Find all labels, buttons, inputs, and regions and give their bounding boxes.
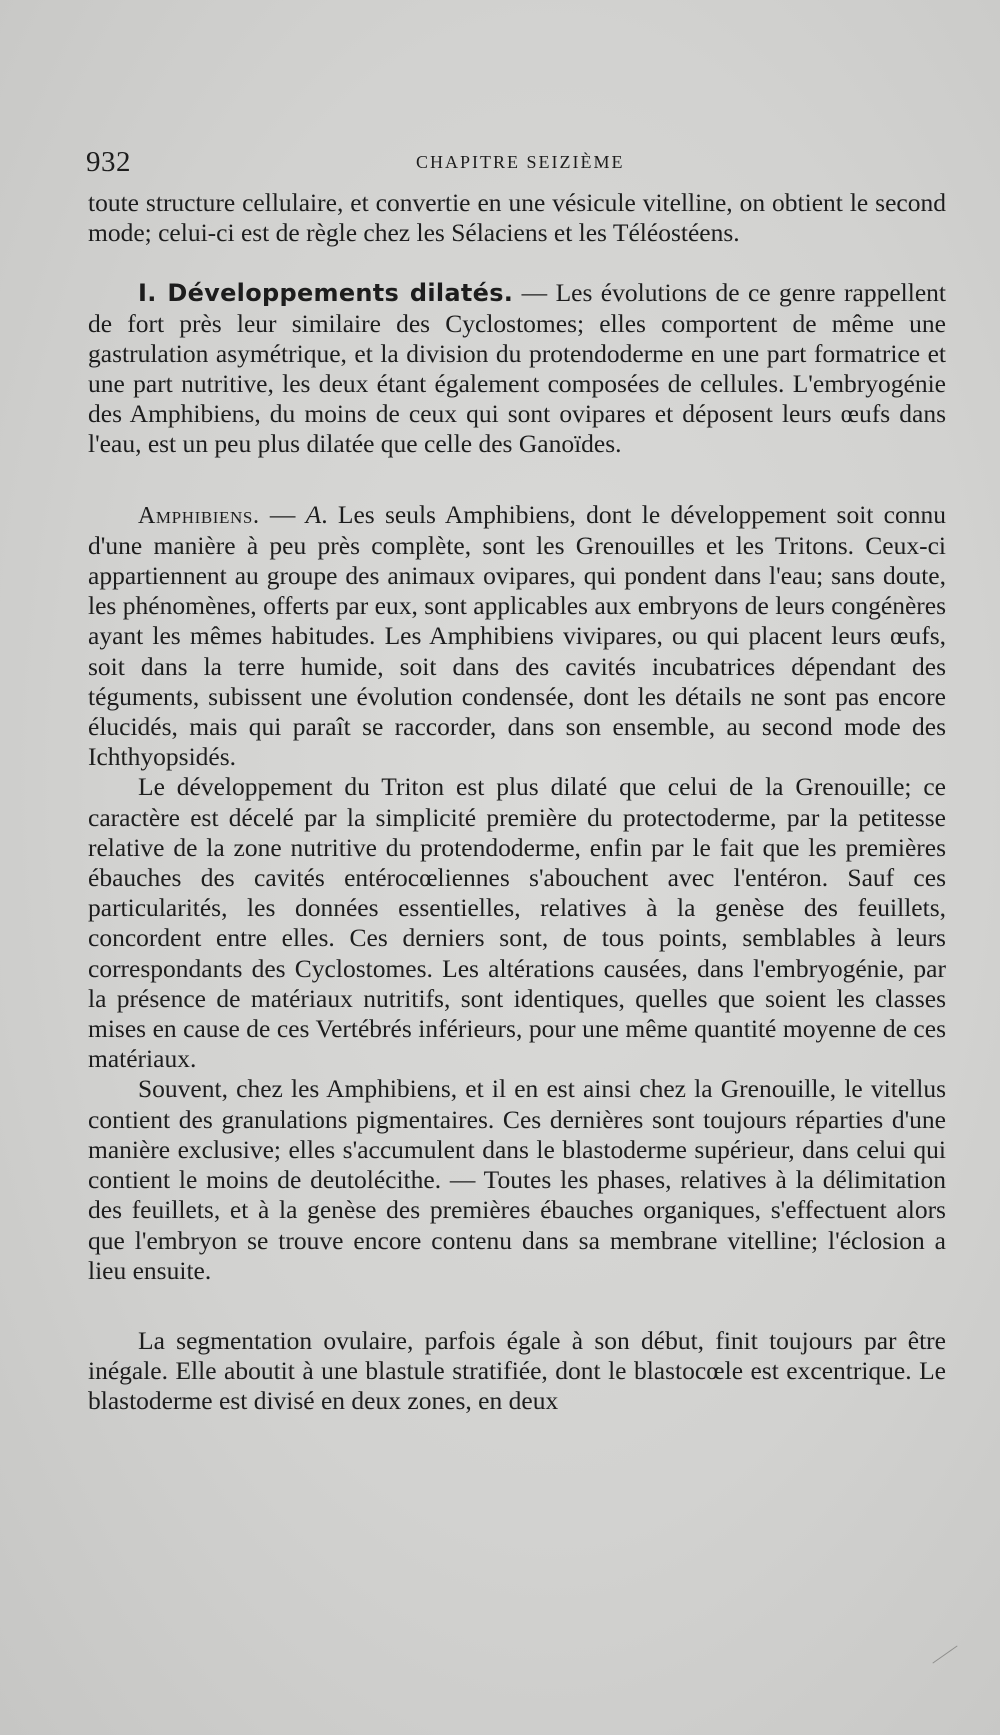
paper-scratch-mark [932,1645,957,1663]
page-header [86,146,926,180]
paragraph-3 [88,500,946,773]
paragraph-2-body: — Les évolutions de ce genre rappellent de fort près leur similaire des Cyclostomes; elles comportent de même une gastrulation asymétrique, et la division du protendoderme en une part formatrice et une part nutritive, les deux étant également composées de cellules. L'embryogénie des Amphibiens, du moins de ceux qui sont ovipares et déposent leurs œufs dans l'eau, est un peu plus dilatée que celle des Ganoïdes. [88,278,946,459]
paragraph-1: toute structure cellulaire, et convertie en une vésicule vitelline, on obtient le second mode; celui-ci est de règle chez les Sélaciens et les Téléostéens. [88,188,946,248]
running-head: CHAPITRE SEIZIÈME [416,152,625,172]
paragraph-5: Souvent, chez les Amphibiens, et il en est ainsi chez la Grenouille, le vitellus contient des granulations pigmentaires. Ces dernières sont toujours réparties d'une manière exclusive; elles s'accumulent dans le blastoderme supérieur, dans celui qui contient le moins de deutolécithe. — Toutes les phases, relatives à la délimitation des feuillets, et à la genèse des premières ébauches organiques, s'effectuent alors que l'embryon se trouve encore contenu dans sa membrane vitelline; l'éclosion a lieu ensuite. [88,1074,946,1285]
page-number: 932 [86,146,131,178]
paragraph-6: La segmentation ovulaire, parfois égale à son début, finit toujours par être inégale. Elle aboutit à une blastule stratifiée, dont le blastocœle est excentrique. Le blastoderme est divisé en deux zones, en deux [88,1325,946,1416]
paragraph-2 [88,278,946,459]
paragraph-3-letter: A [305,499,322,529]
body-text [88,188,946,1417]
paragraph-3-body: . Les seuls Amphibiens, dont le développement soit connu d'une manière à peu près complète, sont les Grenouilles et les Tritons. Ceux-ci appartiennent au groupe des animaux ovipares, qui pondent dans l'eau; sans doute, les phénomènes, offerts par eux, sont applicables aux embryons de leurs congénères ayant les mêmes habitudes. Les Amphibiens vivipares, ou qui placent leurs œufs, soit dans la terre humide, soit dans des cavités incubatrices dépendant des téguments, subissent une évolution condensée, dont les détails ne sont pas encore élucidés, mais qui paraît se raccorder, dans son ensemble, au second mode des Ichthyopsidés. [88,499,947,772]
subsection-heading-amphibiens: Amphibiens. [138,502,260,529]
paragraph-4: Le développement du Triton est plus dilaté que celui de la Grenouille; ce caractère est décelé par la simplicité première du protectoderme, par la petitesse relative de la zone nutritive du protendoderme, enfin par le fait que les premières ébauches des cavités entérocœliennes s'abouchent avec l'entéron. Sauf ces particularités, les données essentielles, relatives à la genèse des feuillets, concordent entre elles. Ces derniers sont, de tous points, semblables à leurs correspondants des Cyclostomes. Les altérations causées, dans l'embryogénie, par la présence de matériaux nutritifs, sont identiques, quelles que soient les classes mises en cause de ces Vertébrés inférieurs, pour une même quantité moyenne de ces matériaux. [88,772,946,1074]
paragraph-3-dash: — [259,499,306,529]
section-heading-developpements-dilates: I. Développements dilatés. [138,279,514,308]
